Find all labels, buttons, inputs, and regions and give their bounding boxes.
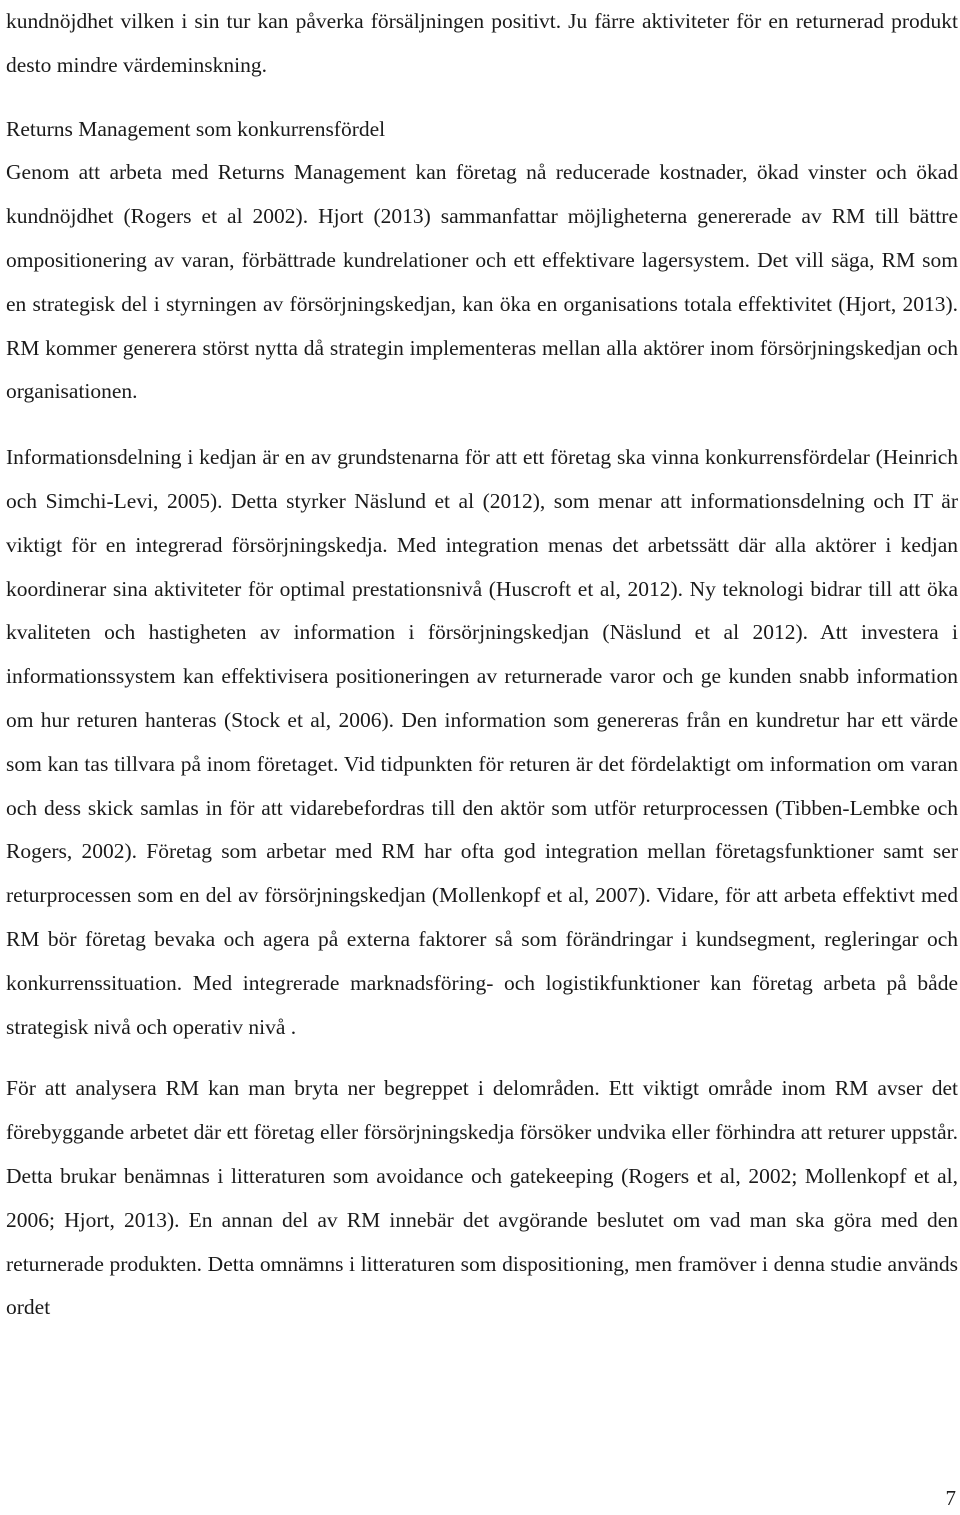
paragraph: För att analysera RM kan man bryta ner begreppet i delområden. Ett viktigt område inom RM avser det förebyggande arbetet där ett företag eller försörjningskedja försöker undvika eller förhindra att returer uppstår. Detta brukar benämnas i litteraturen som avoidance och gatekeeping (Rogers et al, 2002; Mollenkopf et al, 2006; Hjort, 2013). En annan del av RM innebär det avgörande beslutet om vad man ska göra med den returnerade produkten. Detta omnämns i litteraturen som dispositioning, men framöver i denna studie används ordet xyxy=(6,1076,958,1320)
section-heading: Returns Management som konkurrensfördel xyxy=(6,116,386,141)
page-number: 7 xyxy=(945,1486,956,1510)
paragraph-gap xyxy=(6,88,958,108)
paragraph-gap xyxy=(6,414,958,436)
paragraph-gap xyxy=(6,1049,958,1067)
paragraph: Genom att arbeta med Returns Management kan företag nå reducerade kostnader, ökad vinster och ökad kundnöjdhet (Rogers et al 2002). Hjort (2013) sammanfattar möjligheterna genererade av RM till bättre ompositionering av varan, förbättrade kundrelationer och ett effektivare lagersystem. Det vill säga, RM som en strategisk del i styrningen av försörjningskedjan, kan öka en organisations totala effektivitet (Hjort, 2013). RM kommer generera störst nytta då strategin implementeras mellan alla aktörer inom försörjningskedjan och organisationen. xyxy=(6,160,958,404)
intro-paragraph: kundnöjdhet vilken i sin tur kan påverka försäljningen positivt. Ju färre aktiviteter för en returnerad produkt desto mindre värdeminskning. xyxy=(6,9,958,77)
body-text xyxy=(6,0,958,1330)
paragraph: Informationsdelning i kedjan är en av grundstenarna för att ett företag ska vinna konkurrensfördelar (Heinrich och Simchi-Levi, 2005). Detta styrker Näslund et al (2012), som menar att informationsdelning och IT är viktigt för en integrerad försörjningskedja. Med integration menas det arbetssätt där alla aktörer i kedjan koordinerar sina aktiviteter för optimal prestationsnivå (Huscroft et al, 2012). Ny teknologi bidrar till att öka kvaliteten och hastigheten av information i försörjningskedjan (Näslund et al 2012). Att investera i informationssystem kan effektivisera positioneringen av returnerade varor och ge kunden snabb information om hur returen hanteras (Stock et al, 2006). Den information som genereras från en kundretur har ett värde som kan tas tillvara på inom företaget. Vid tidpunkten för returen är det fördelaktigt om information om varan och dess skick samlas in för att vidarebefordras till den aktör som utför returprocessen (Tibben-Lembke och Rogers, 2002). Företag som arbetar med RM har ofta god integration mellan företagsfunktioner samt ser returprocessen som en del av försörjningskedjan (Mollenkopf et al, 2007). Vidare, för att arbeta effektivt med RM bör företag bevaka och agera på externa faktorer så som förändringar i kundsegment, regleringar och konkurrenssituation. Med integrerade marknadsföring- och logistikfunktioner kan företag arbeta på både strategisk nivå och operativ nivå . xyxy=(6,445,958,1039)
